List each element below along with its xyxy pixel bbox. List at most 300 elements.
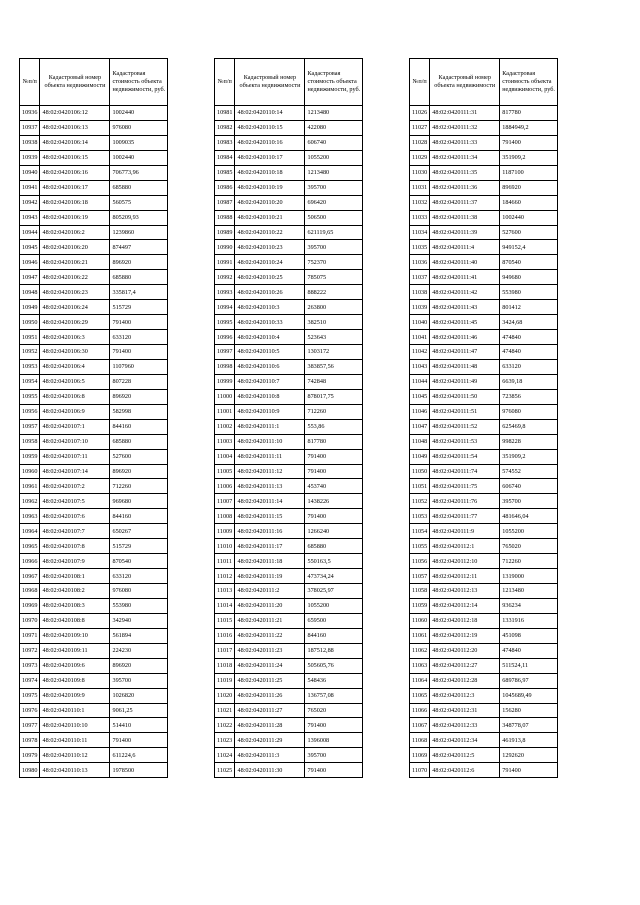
cadastral-number: 48:02:0420111:76 [430, 494, 500, 509]
row-number: 11054 [410, 524, 430, 539]
cadastral-cost: 844160 [110, 509, 168, 524]
row-number: 11046 [410, 404, 430, 419]
row-number: 11039 [410, 300, 430, 315]
cadastral-number: 48:02:0420112:5 [430, 748, 500, 763]
cadastral-number: 48:02:0420107:7 [40, 524, 110, 539]
cadastral-number: 48:02:0420111:33 [430, 135, 500, 150]
table-row [20, 748, 168, 763]
cadastral-number: 48:02:0420107:14 [40, 464, 110, 479]
cadastral-number: 48:02:0420112:18 [430, 613, 500, 628]
row-number: 10981 [215, 106, 235, 121]
table-row [410, 255, 558, 270]
header-cadastral-number: Кадастровый номер объекта недвижимости [235, 59, 305, 106]
table-row [410, 718, 558, 733]
cadastral-cost: 765020 [305, 703, 363, 718]
cadastral-cost: 1213480 [500, 584, 558, 599]
row-number: 11027 [410, 120, 430, 135]
cadastral-number: 48:02:0420111:13 [235, 479, 305, 494]
row-number: 10968 [20, 584, 40, 599]
row-number: 11056 [410, 554, 430, 569]
table-row [20, 449, 168, 464]
row-number: 11021 [215, 703, 235, 718]
cadastral-cost: 582998 [110, 404, 168, 419]
cadastral-cost: 505605,76 [305, 658, 363, 673]
cadastral-number: 48:02:0420106:9 [40, 404, 110, 419]
table-row [215, 240, 363, 255]
cadastral-cost: 805209,93 [110, 210, 168, 225]
table-row [410, 509, 558, 524]
cadastral-number: 48:02:0420111:74 [430, 464, 500, 479]
row-number: 10979 [20, 748, 40, 763]
cadastral-number: 48:02:0420111:42 [430, 285, 500, 300]
cadastral-number: 48:02:0420111:21 [235, 613, 305, 628]
row-number: 10964 [20, 524, 40, 539]
row-number: 10974 [20, 673, 40, 688]
table-row [215, 554, 363, 569]
row-number: 10936 [20, 106, 40, 121]
cadastral-number: 48:02:0420108:1 [40, 569, 110, 584]
cadastral-number: 48:02:0420112:28 [430, 673, 500, 688]
table-row [20, 270, 168, 285]
cadastral-number: 48:02:0420110:21 [235, 210, 305, 225]
cadastral-cost: 633120 [110, 330, 168, 345]
cadastral-cost: 706773,96 [110, 165, 168, 180]
cadastral-cost: 1107960 [110, 359, 168, 374]
cadastral-cost: 1026820 [110, 688, 168, 703]
table-row [215, 330, 363, 345]
cadastral-cost: 474840 [500, 345, 558, 360]
row-number: 11060 [410, 613, 430, 628]
cadastral-number: 48:02:0420111:18 [235, 554, 305, 569]
header-number: №п/п [20, 59, 40, 106]
row-number: 10957 [20, 419, 40, 434]
row-number: 11007 [215, 494, 235, 509]
header-cadastral-cost: Кадастровая стоимость объекта недвижимости, руб. [305, 59, 363, 106]
cadastral-number: 48:02:0420111:40 [430, 255, 500, 270]
cadastral-number: 48:02:0420111:54 [430, 449, 500, 464]
cadastral-cost: 817780 [305, 434, 363, 449]
header-number: №п/п [410, 59, 430, 106]
table-header-row [215, 59, 363, 106]
cadastral-cost: 548436 [305, 673, 363, 688]
row-number: 10942 [20, 195, 40, 210]
row-number: 11052 [410, 494, 430, 509]
cadastral-number: 48:02:0420106:8 [40, 389, 110, 404]
row-number: 11035 [410, 240, 430, 255]
table-row [215, 479, 363, 494]
cadastral-cost: 685880 [110, 434, 168, 449]
cadastral-cost: 712260 [110, 479, 168, 494]
cadastral-number: 48:02:0420112:13 [430, 584, 500, 599]
cadastral-number: 48:02:0420111:2 [235, 584, 305, 599]
cadastral-cost: 351909,2 [500, 449, 558, 464]
cadastral-number: 48:02:0420112:3 [430, 688, 500, 703]
cadastral-cost: 1055200 [305, 150, 363, 165]
cadastral-number: 48:02:0420111:45 [430, 315, 500, 330]
cadastral-number: 48:02:0420111:28 [235, 718, 305, 733]
cadastral-number: 48:02:0420107:8 [40, 539, 110, 554]
row-number: 10959 [20, 449, 40, 464]
row-number: 10980 [20, 763, 40, 778]
row-number: 11058 [410, 584, 430, 599]
cadastral-number: 48:02:0420106:17 [40, 180, 110, 195]
row-number: 11044 [410, 374, 430, 389]
table-row [20, 300, 168, 315]
cadastral-number: 48:02:0420111:4 [430, 240, 500, 255]
cadastral-cost: 553980 [110, 598, 168, 613]
cadastral-cost: 515729 [110, 539, 168, 554]
table-row [20, 479, 168, 494]
row-number: 10973 [20, 658, 40, 673]
table-row [215, 315, 363, 330]
table-row [215, 106, 363, 121]
row-number: 11050 [410, 464, 430, 479]
table-row [20, 673, 168, 688]
row-number: 11010 [215, 539, 235, 554]
table-row [20, 509, 168, 524]
row-number: 10941 [20, 180, 40, 195]
cadastral-cost: 348778,07 [500, 718, 558, 733]
cadastral-number: 48:02:0420110:12 [40, 748, 110, 763]
header-cadastral-number: Кадастровый номер объекта недвижимости [430, 59, 500, 106]
cadastral-cost: 461913,8 [500, 733, 558, 748]
table-row [20, 210, 168, 225]
cadastral-cost: 474840 [500, 643, 558, 658]
cadastral-cost: 1009035 [110, 135, 168, 150]
cadastral-number: 48:02:0420112:19 [430, 628, 500, 643]
cadastral-number: 48:02:0420111:50 [430, 389, 500, 404]
cadastral-cost: 1213480 [305, 165, 363, 180]
table-row [20, 434, 168, 449]
row-number: 11041 [410, 330, 430, 345]
row-number: 11006 [215, 479, 235, 494]
table-row [20, 315, 168, 330]
header-cadastral-cost: Кадастровая стоимость объекта недвижимости, руб. [500, 59, 558, 106]
cadastral-number: 48:02:0420112:27 [430, 658, 500, 673]
row-number: 10991 [215, 255, 235, 270]
row-number: 11033 [410, 210, 430, 225]
cadastral-cost: 1002440 [110, 106, 168, 121]
table-row [20, 345, 168, 360]
table-row [410, 569, 558, 584]
table-row [410, 240, 558, 255]
row-number: 10961 [20, 479, 40, 494]
row-number: 11036 [410, 255, 430, 270]
table-row [410, 673, 558, 688]
row-number: 10969 [20, 598, 40, 613]
table-row [20, 150, 168, 165]
cadastral-cost: 870540 [500, 255, 558, 270]
row-number: 11019 [215, 673, 235, 688]
cadastral-cost: 422080 [305, 120, 363, 135]
table-row [410, 464, 558, 479]
cadastral-cost: 976080 [500, 404, 558, 419]
cadastral-number: 48:02:0420111:3 [235, 748, 305, 763]
cadastral-cost: 621119,65 [305, 225, 363, 240]
row-number: 11031 [410, 180, 430, 195]
cadastral-cost: 1319000 [500, 569, 558, 584]
cadastral-number: 48:02:0420112:6 [430, 763, 500, 778]
cadastral-cost: 6639,18 [500, 374, 558, 389]
cadastral-number: 48:02:0420110:25 [235, 270, 305, 285]
table-row [215, 165, 363, 180]
row-number: 10993 [215, 285, 235, 300]
cadastral-number: 48:02:0420111:51 [430, 404, 500, 419]
table-row [410, 658, 558, 673]
row-number: 11020 [215, 688, 235, 703]
table-row [215, 598, 363, 613]
row-number: 11055 [410, 539, 430, 554]
table-row [410, 359, 558, 374]
row-number: 10951 [20, 330, 40, 345]
cadastral-number: 48:02:0420110:11 [40, 733, 110, 748]
row-number: 10963 [20, 509, 40, 524]
row-number: 10937 [20, 120, 40, 135]
cadastral-number: 48:02:0420112:1 [430, 539, 500, 554]
row-number: 11013 [215, 584, 235, 599]
cadastral-cost: 723856 [500, 389, 558, 404]
cadastral-number: 48:02:0420110:13 [40, 763, 110, 778]
cadastral-cost: 685880 [305, 539, 363, 554]
table-row [410, 763, 558, 778]
row-number: 10965 [20, 539, 40, 554]
row-number: 10987 [215, 195, 235, 210]
table-row [20, 255, 168, 270]
cadastral-number: 48:02:0420111:36 [430, 180, 500, 195]
cadastral-cost: 3424,68 [500, 315, 558, 330]
cadastral-cost: 689786,97 [500, 673, 558, 688]
registry-table-1 [19, 58, 168, 778]
row-number: 10999 [215, 374, 235, 389]
table-row [20, 763, 168, 778]
table-row [410, 584, 558, 599]
cadastral-number: 48:02:0420106:21 [40, 255, 110, 270]
cadastral-number: 48:02:0420111:39 [430, 225, 500, 240]
cadastral-cost: 1239860 [110, 225, 168, 240]
row-number: 11018 [215, 658, 235, 673]
cadastral-cost: 1045689,49 [500, 688, 558, 703]
row-number: 11047 [410, 419, 430, 434]
cadastral-cost: 553,86 [305, 419, 363, 434]
cadastral-cost: 473734,24 [305, 569, 363, 584]
table-row [215, 763, 363, 778]
table-row [410, 524, 558, 539]
cadastral-number: 48:02:0420108:8 [40, 613, 110, 628]
table-row [410, 688, 558, 703]
table-row [215, 703, 363, 718]
cadastral-cost: 451098 [500, 628, 558, 643]
cadastral-number: 48:02:0420109:11 [40, 643, 110, 658]
row-number: 11067 [410, 718, 430, 733]
table-row [410, 643, 558, 658]
table-row [410, 195, 558, 210]
cadastral-number: 48:02:0420111:46 [430, 330, 500, 345]
cadastral-cost: 791400 [305, 718, 363, 733]
cadastral-cost: 685880 [110, 180, 168, 195]
cadastral-cost: 1002440 [110, 150, 168, 165]
row-number: 11069 [410, 748, 430, 763]
cadastral-cost: 395700 [305, 748, 363, 763]
cadastral-cost: 224230 [110, 643, 168, 658]
cadastral-number: 48:02:0420111:53 [430, 434, 500, 449]
cadastral-number: 48:02:0420110:33 [235, 315, 305, 330]
cadastral-number: 48:02:0420106:13 [40, 120, 110, 135]
cadastral-number: 48:02:0420111:77 [430, 509, 500, 524]
cadastral-number: 48:02:0420107:1 [40, 419, 110, 434]
table-row [215, 225, 363, 240]
table-row [20, 374, 168, 389]
table-row [20, 464, 168, 479]
cadastral-cost: 625469,8 [500, 419, 558, 434]
cadastral-cost: 1055200 [305, 598, 363, 613]
row-number: 11009 [215, 524, 235, 539]
cadastral-cost: 527600 [500, 225, 558, 240]
table-row [20, 240, 168, 255]
table-row [410, 598, 558, 613]
cadastral-cost: 453740 [305, 479, 363, 494]
table-row [215, 135, 363, 150]
header-number: №п/п [215, 59, 235, 106]
cadastral-cost: 1331916 [500, 613, 558, 628]
cadastral-number: 48:02:0420106:5 [40, 374, 110, 389]
row-number: 10972 [20, 643, 40, 658]
row-number: 11026 [410, 106, 430, 121]
cadastral-cost: 511524,11 [500, 658, 558, 673]
cadastral-number: 48:02:0420111:24 [235, 658, 305, 673]
table-row [20, 584, 168, 599]
row-number: 10985 [215, 165, 235, 180]
cadastral-cost: 696420 [305, 195, 363, 210]
table-row [20, 569, 168, 584]
cadastral-number: 48:02:0420106:23 [40, 285, 110, 300]
row-number: 10966 [20, 554, 40, 569]
table-row [20, 419, 168, 434]
row-number: 11057 [410, 569, 430, 584]
cadastral-number: 48:02:0420111:17 [235, 539, 305, 554]
row-number: 11061 [410, 628, 430, 643]
cadastral-cost: 969680 [110, 494, 168, 509]
table-row [215, 613, 363, 628]
cadastral-number: 48:02:0420110:6 [235, 359, 305, 374]
row-number: 10945 [20, 240, 40, 255]
row-number: 11045 [410, 389, 430, 404]
cadastral-number: 48:02:0420109:10 [40, 628, 110, 643]
cadastral-cost: 351909,2 [500, 150, 558, 165]
row-number: 10943 [20, 210, 40, 225]
row-number: 11043 [410, 359, 430, 374]
table-row [20, 688, 168, 703]
row-number: 11066 [410, 703, 430, 718]
table-row [20, 628, 168, 643]
row-number: 10949 [20, 300, 40, 315]
table-row [20, 598, 168, 613]
row-number: 11008 [215, 509, 235, 524]
cadastral-cost: 742848 [305, 374, 363, 389]
table-row [410, 374, 558, 389]
table-row [410, 106, 558, 121]
cadastral-cost: 791400 [110, 733, 168, 748]
cadastral-cost: 561894 [110, 628, 168, 643]
table-row [20, 494, 168, 509]
row-number: 10947 [20, 270, 40, 285]
row-number: 10984 [215, 150, 235, 165]
table-row [410, 434, 558, 449]
row-number: 11063 [410, 658, 430, 673]
cadastral-cost: 896920 [110, 389, 168, 404]
cadastral-cost: 514410 [110, 718, 168, 733]
cadastral-number: 48:02:0420111:34 [430, 150, 500, 165]
table-row [215, 569, 363, 584]
cadastral-cost: 936234 [500, 598, 558, 613]
cadastral-number: 48:02:0420110:22 [235, 225, 305, 240]
cadastral-cost: 184660 [500, 195, 558, 210]
table-row [20, 718, 168, 733]
cadastral-cost: 395700 [305, 180, 363, 195]
table-row [215, 120, 363, 135]
cadastral-cost: 527600 [110, 449, 168, 464]
cadastral-cost: 1002440 [500, 210, 558, 225]
row-number: 11017 [215, 643, 235, 658]
table-row [20, 195, 168, 210]
row-number: 11037 [410, 270, 430, 285]
row-number: 10950 [20, 315, 40, 330]
cadastral-cost: 659500 [305, 613, 363, 628]
row-number: 10983 [215, 135, 235, 150]
row-number: 10988 [215, 210, 235, 225]
table-row [215, 628, 363, 643]
cadastral-number: 48:02:0420109:9 [40, 688, 110, 703]
cadastral-cost: 896920 [110, 255, 168, 270]
cadastral-cost: 791400 [305, 464, 363, 479]
cadastral-cost: 378025,97 [305, 584, 363, 599]
table-row [410, 733, 558, 748]
row-number: 10970 [20, 613, 40, 628]
row-number: 10976 [20, 703, 40, 718]
cadastral-number: 48:02:0420110:9 [235, 404, 305, 419]
cadastral-number: 48:02:0420111:30 [235, 763, 305, 778]
cadastral-number: 48:02:0420110:8 [235, 389, 305, 404]
cadastral-cost: 560575 [110, 195, 168, 210]
cadastral-cost: 1055200 [500, 524, 558, 539]
table-row [20, 135, 168, 150]
table-row [215, 643, 363, 658]
cadastral-number: 48:02:0420106:29 [40, 315, 110, 330]
row-number: 11003 [215, 434, 235, 449]
table-row [215, 210, 363, 225]
cadastral-cost: 791400 [500, 135, 558, 150]
cadastral-number: 48:02:0420111:19 [235, 569, 305, 584]
row-number: 10958 [20, 434, 40, 449]
cadastral-cost: 263800 [305, 300, 363, 315]
table-row [215, 300, 363, 315]
table-row [410, 210, 558, 225]
cadastral-number: 48:02:0420112:31 [430, 703, 500, 718]
cadastral-number: 48:02:0420110:4 [235, 330, 305, 345]
row-number: 10953 [20, 359, 40, 374]
row-number: 10960 [20, 464, 40, 479]
table-row [20, 106, 168, 121]
cadastral-cost: 685880 [110, 270, 168, 285]
table-row [410, 419, 558, 434]
row-number: 10977 [20, 718, 40, 733]
cadastral-number: 48:02:0420106:14 [40, 135, 110, 150]
cadastral-cost: 949152,4 [500, 240, 558, 255]
cadastral-cost: 998228 [500, 434, 558, 449]
cadastral-cost: 765020 [500, 539, 558, 554]
table-row [215, 464, 363, 479]
table-row [410, 180, 558, 195]
cadastral-cost: 896920 [110, 464, 168, 479]
